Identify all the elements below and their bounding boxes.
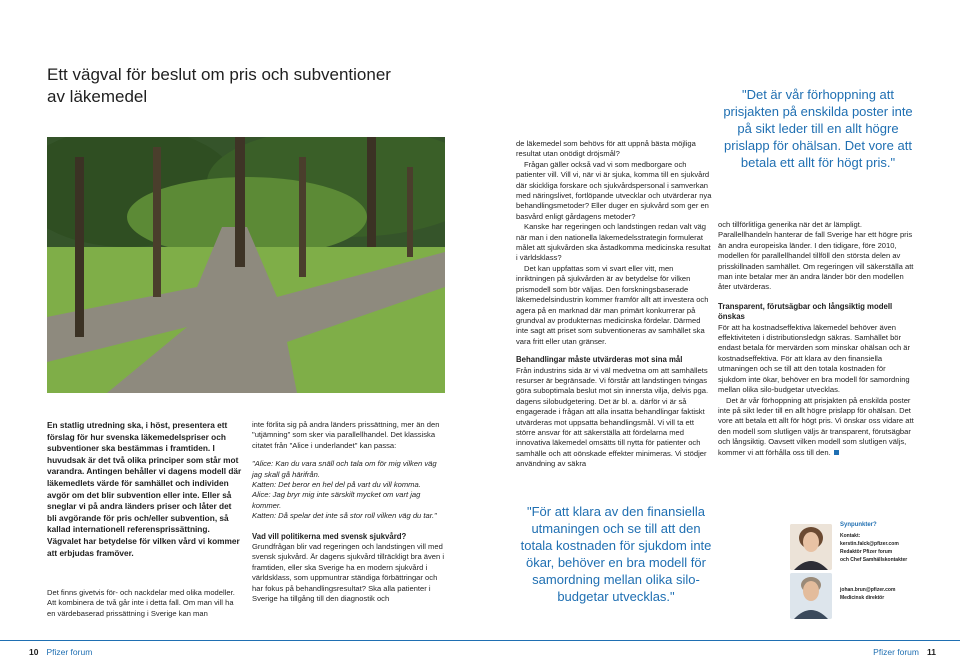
col2-paragraph-1: inte förlita sig på andra länders prissättning, mer än den "utjämning" som sker via parallellhandel. Det klassiska citatet från "Alice i underlandet" kan passa: xyxy=(252,420,440,450)
avatar-kerstin-falck xyxy=(790,524,832,570)
footer-rule xyxy=(0,640,960,667)
forest-path-photo xyxy=(47,137,445,393)
alice-quote-line-1: "Alice: Kan du vara snäll och tala om för mig vilken väg jag skall gå härifrån. xyxy=(252,459,437,479)
col4-paragraph-2: För att ha kostnadseffektiva läkemedel behöver även effektiviteten i distributionsledgn säkras. Samhället bör endast betala för mervärden som minskar ohälsan och är kostnadseffektiva. För att klara av den finansiella utmaningen och se till att den totala kostnaden för sjukdom inte ökar, behöver en bra modell för samordning mellan olika silo-budgetar utvecklas. xyxy=(718,322,911,395)
contact-label: Kontakt: xyxy=(840,533,861,539)
col2-paragraph-2: Grundfrågan blir vad regeringen och landstingen vill med svensk sjukvård. Är dagens sjukvård tillräckligt bra även i framtiden, eller ska Sverige ha en modern sjukvård i världsklass, som uppmuntrar ständiga förbättringar och har fokus på behandlingsresultat? Ska alla patienter i Sverige ha tillgång till den diagnostik och xyxy=(252,542,445,604)
footer-right-label: Pfizer forum xyxy=(873,647,919,657)
col4-heading: Transparent, förutsägbar och långsiktig modell önskas xyxy=(718,301,893,322)
column-3 xyxy=(516,139,712,470)
col3-paragraph-3: Kanske har regeringen och landstingen redan valt väg när man i den nationella läkemedelsstrategin formulerat målet att sjukvården ska åstadkomma medicinska resultat i världsklass? xyxy=(516,222,711,263)
col3-paragraph-5: Från industrins sida är vi väl medvetna om att samhällets resurser är begränsade. Vi förstår att landstingen tvingas göra suboptimala beslut mot sin innersta vilja, delvis pga. dagens silobudgetering. Det är bl. a. därför vi är så engagerade i frågan att alla insatta behandlingar faktiskt utvärderas mot uppsatta behandlingsmål. Vi vill ta ett större ansvar för att säkerställa att fördelarna med innovativa läkemedel omsätts till nytta för patienter och samhälle och att oönskade effekter minimeras. Vi stödjer användning av säkra xyxy=(516,365,709,469)
contact-role-1b: och Chef Samhällskontakter xyxy=(840,557,908,563)
contact-person-2 xyxy=(840,586,950,602)
col3-heading: Behandlingar måste utvärderas mot sina mål xyxy=(516,355,683,365)
intro-lead xyxy=(47,420,243,559)
column-4 xyxy=(718,220,914,458)
col2-heading: Vad vill politikerna med svensk sjukvård? xyxy=(252,531,407,541)
contact-role-1a: Redaktör Pfizer forum xyxy=(840,549,893,555)
woman-portrait-icon xyxy=(790,524,832,570)
col3-paragraph-1: de läkemedel som behövs för att uppnå bästa möjliga resultat utan onödigt dröjsmål? xyxy=(516,139,696,159)
page-number-left: 10 xyxy=(29,647,39,657)
pull-quote-bottom: "För att klara av den finansiella utmaningen och se till att den totala kostnaden för sjukdom inte ökar, behöver en bra modell för samordning mellan olika silo-budgetar utvecklas." xyxy=(520,504,712,604)
col3-paragraph-2: Frågan gäller också vad vi som medborgare och patienter vill. Vill vi, när vi är sjuka, komma till en sjukvård där skickliga forskare och sjukvårdspersonal i samverkan med näringslivet, fortlöpande utvecklar och utvärderar nya behandlingsmetoder? Eller duger en sjukvård som ger en basvård enligt gårdagens metoder? xyxy=(516,159,712,221)
intro-body xyxy=(47,588,243,619)
contact-role-2: Medicinsk direktör xyxy=(840,595,885,601)
article-title-line-1: Ett vägval för beslut om pris och subventioner xyxy=(47,65,391,84)
article-title xyxy=(47,64,467,108)
col4-paragraph-3 xyxy=(718,396,914,458)
column-2 xyxy=(252,420,448,605)
footer-left-label: Pfizer forum xyxy=(46,647,93,657)
alice-quote-line-4: Katten: Då spelar det inte så stor roll vilken väg du tar." xyxy=(252,511,437,521)
man-portrait-icon xyxy=(790,573,832,619)
avatar-johan-brun xyxy=(790,573,832,619)
feedback-heading: Synpunkter? xyxy=(840,522,877,528)
article-title-line-2: av läkemedel xyxy=(47,87,148,106)
intro-lead-text: En statlig utredning ska, i höst, presentera ett förslag för hur svenska läkemedelspriser och subventioner ska bestämmas i framtiden. I huvudsak är det två olika principer som står mot varandra. Antingen behåller vi dagens modell där läkemedlets värde för samhället och individen avgör om det blir subvention eller inte. Eller så sneglar vi på andra länders priser och låter det bli avgörande för pris och/eller subvention, så kallad internationell referensprissättning. Vägvalet har betydelse för vilken vård vi kommer att erbjudas framöver. xyxy=(47,420,242,558)
col4-paragraph-1: och tillförlitliga generika när det är lämpligt. Parallellhandeln hanterar de fall Sverige har ett högre pris än andra europeiska länder. I den tidigare, före 2010, modellen för parallellhandel tillföll den största delen av prisskillnaden samhället. Om regeringen vill säkerställa att man inte betalar mer än andra länder bör den modellen åter utvärderas. xyxy=(718,220,914,292)
alice-quote-line-3: Alice: Jag bryr mig inte särskilt mycket om vart jag kommer. xyxy=(252,490,421,510)
contact-email-1[interactable]: kerstin.falck@pfizer.com xyxy=(840,541,899,547)
alice-quote-line-2: Katten: Det beror en hel del på vart du vill komma. xyxy=(252,480,421,490)
intro-body-text: Det finns givetvis för- och nackdelar med olika modeller. Att kombinera de två går inte i detta fall. Om man vill ha en värdebaserad prissättning i Sverige kan man xyxy=(47,588,235,618)
page-number-right: 11 xyxy=(927,647,936,657)
contact-person-1 xyxy=(840,532,950,564)
footer-right xyxy=(873,647,936,657)
col4-paragraph-3-text: Det är vår förhoppning att prisjakten på enskilda poster inte på sikt leder till en allt högre prislapp för ohälsan. Det vore att betala ett allt för högt pris. Vi önskar oss vidare att den modell som slutligen väljs är transparent, förutsägbar och långsiktig. Oavsett vilken modell som slutligen väljs, kommer vi att förhålla oss till den. xyxy=(718,395,914,457)
contact-email-2[interactable]: johan.brun@pfizer.com xyxy=(840,587,896,593)
pull-quote-top: "Det är vår förhoppning att prisjakten på enskilda poster inte på sikt leder till en allt högre prislapp för ohälsan. Det vore att betala ett allt för högt pris." xyxy=(723,87,913,170)
end-of-article-square-icon xyxy=(834,450,839,455)
col3-paragraph-4: Det kan uppfattas som vi svart eller vitt, men inriktningen på sjukvården är av betydelse för vilken prismodell som bör väljas. Den forskningsbaserade läkemedelsindustrin kommer framför allt att investera och agera på en marknad där man primärt konkurrerar på grundval av produkternas medicinska fördelar. Därmed inte sagt att priset som subventioneras av samhället ska vara fritt eller utan gränser. xyxy=(516,263,709,346)
forest-path-illustration xyxy=(47,137,445,393)
footer-left xyxy=(29,647,92,657)
